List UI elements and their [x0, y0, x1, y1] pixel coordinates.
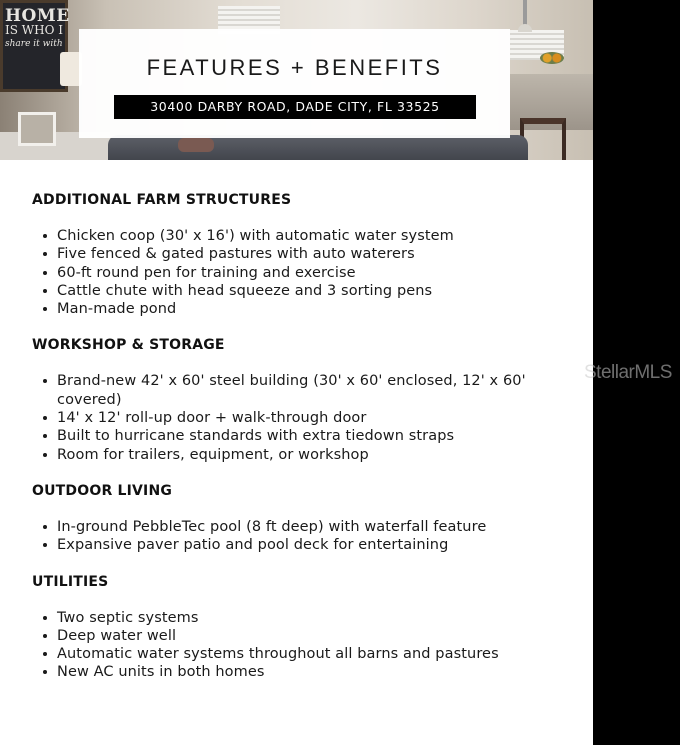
pillow	[178, 138, 214, 152]
section-farm-structures	[32, 190, 572, 318]
flower-vase	[540, 52, 564, 64]
page-title: FEATURES + BENEFITS	[146, 55, 443, 80]
list-item: 14' x 12' roll-up door + walk-through door	[32, 409, 572, 427]
bullet-list	[32, 518, 572, 555]
list-item: Five fenced & gated pastures with auto waterers	[32, 245, 572, 263]
list-item: Room for trailers, equipment, or workshop	[32, 446, 572, 464]
list-item: Deep water well	[32, 627, 572, 645]
bullet-list	[32, 609, 572, 682]
list-item: Expansive paver patio and pool deck for entertaining	[32, 536, 572, 554]
wall-sign-line-1: HOME	[5, 6, 70, 26]
list-item: Brand-new 42' x 60' steel building (30' x 60' enclosed, 12' x 60' covered)	[32, 372, 572, 409]
list-item: Chicken coop (30' x 16') with automatic water system	[32, 227, 572, 245]
wall-sign-decor	[0, 0, 68, 92]
section-heading: ADDITIONAL FARM STRUCTURES	[32, 192, 292, 208]
list-item: Built to hurricane standards with extra tiedown straps	[32, 427, 572, 445]
pendant-lamp	[518, 24, 532, 32]
list-item: Man-made pond	[32, 300, 572, 318]
list-item: New AC units in both homes	[32, 663, 572, 681]
section-outdoor-living	[32, 481, 572, 555]
section-heading: UTILITIES	[32, 573, 109, 590]
list-item: Automatic water systems throughout all barns and pastures	[32, 645, 572, 663]
list-item: In-ground PebbleTec pool (8 ft deep) with waterfall feature	[32, 518, 572, 536]
list-item: 60-ft round pen for training and exercise	[32, 264, 572, 282]
list-item: Cattle chute with head squeeze and 3 sorting pens	[32, 282, 572, 300]
section-utilities	[32, 572, 572, 682]
section-heading: WORKSHOP & STORAGE	[32, 337, 225, 354]
features-content	[32, 190, 572, 699]
list-item: Two septic systems	[32, 609, 572, 627]
bullet-list	[32, 227, 572, 318]
watermark: StellarMLS	[584, 362, 672, 383]
address-banner: 30400 DARBY ROAD, DADE CITY, FL 33525	[114, 95, 476, 119]
wall-sign-line-3: share it with	[5, 39, 63, 49]
sofa	[108, 135, 528, 160]
section-heading: OUTDOOR LIVING	[32, 482, 173, 499]
bullet-list	[32, 372, 572, 463]
wall-sign-line-2: IS WHO I	[5, 23, 63, 37]
title-card	[79, 29, 510, 138]
section-workshop-storage	[32, 335, 572, 463]
photo-frame	[18, 112, 56, 146]
